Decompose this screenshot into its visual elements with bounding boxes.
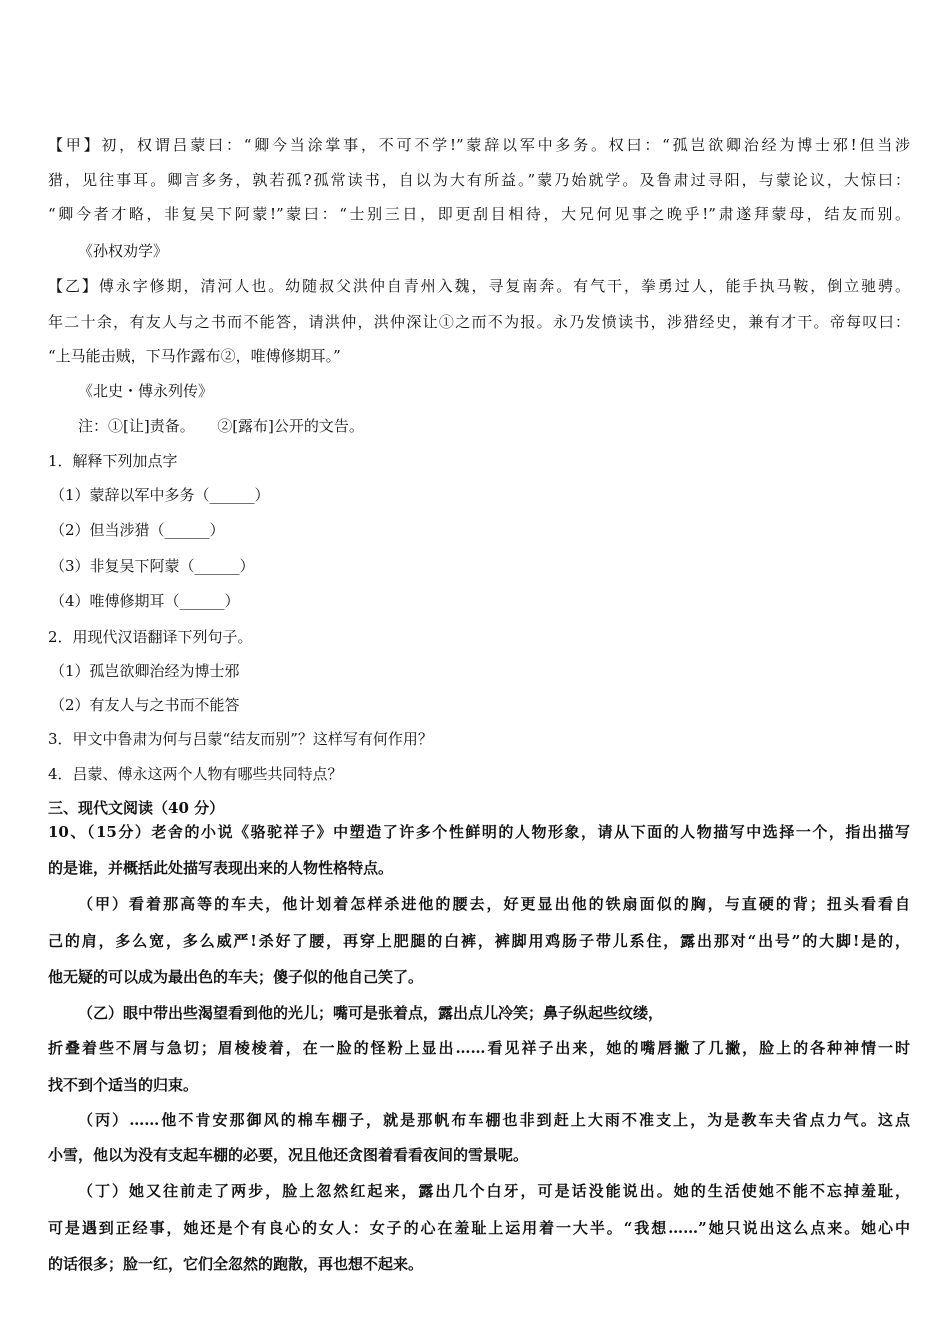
passage-yi-note: 注：①[让]责备。 ②[露布]公开的文告。: [78, 417, 364, 435]
passage-jia-source: 《孙权劝学》: [78, 242, 169, 260]
excerpt-ding-line-1: （丁）她又往前走了两步，脸上忽然红起来，露出几个白牙，可是话没能说出。她的生活使她不能不忘掉羞耻，: [78, 1182, 910, 1200]
excerpt-ding-line-2: 可是遇到正经事，她还是个有良心的女人：女子的心在羞耻上运用着一大半。“我想……”她只说出这么点来。她心中: [48, 1219, 910, 1237]
question-1-item-4: （4）唯傅修期耳（______）: [50, 592, 240, 610]
passage-jia-line-2: 猎，见往事耳。卿言多务，孰若孤?孤常读书，自以为大有所益。”蒙乃始就学。及鲁肃过寻阳，与蒙论议，大惊曰：: [48, 171, 910, 189]
excerpt-bing-line-1: （丙）……他不肯安那御风的棉车棚子，就是那帆布车棚也非到赶上大雨不准支上，为是教车夫省点力气。这点: [78, 1111, 910, 1129]
question-2: 2．用现代汉语翻译下列句子。: [48, 628, 253, 646]
section-3-title: 三、现代文阅读（40 分）: [48, 799, 225, 817]
excerpt-ding-line-3: 的话很多；脸一红，它们全忽然的跑散，再也想不起来。: [48, 1255, 424, 1273]
passage-yi-line-1: 【乙】傅永字修期，清河人也。幼随叔父洪仲自青州入魏，寻复南奔。有气干，拳勇过人，能手执马鞍，倒立驰骋。: [48, 277, 910, 295]
question-2-item-1: （1）孤岂欲卿治经为博士邪: [50, 662, 240, 680]
excerpt-yi-line-3: 找不到个适当的归束。: [48, 1076, 199, 1094]
question-1-item-2: （2）但当涉猎（______）: [50, 521, 225, 539]
question-2-item-2: （2）有友人与之书而不能答: [50, 696, 240, 714]
question-10-line-1: 10、（15分）老舍的小说《骆驼祥子》中塑造了许多个性鲜明的人物形象，请从下面的人物描写中选择一个，指出描写: [48, 823, 910, 841]
passage-yi-line-3: “上马能击贼，下马作露布②，唯傅修期耳。”: [48, 347, 341, 365]
question-1-item-1: （1）蒙辞以军中多务（______）: [50, 486, 270, 504]
excerpt-yi-line-2: 折叠着些不屑与急切；眉棱棱着，在一脸的怪粉上显出……看见祥子出来，她的嘴唇撇了几撇，脸上的各种神情一时: [48, 1039, 910, 1057]
question-1-item-3: （3）非复吴下阿蒙（______）: [50, 557, 255, 575]
question-4: 4．吕蒙、傅永这两个人物有哪些共同特点？: [48, 765, 343, 783]
excerpt-jia-line-3: 他无疑的可以成为最出色的车夫；傻子似的他自己笑了。: [48, 968, 424, 986]
passage-yi-line-2: 年二十余，有友人与之书而不能答，请洪仲，洪仲深让①之而不为报。永乃发愤读书，涉猎经史，兼有才干。帝每叹曰：: [48, 313, 910, 331]
passage-jia-line-3: “卿今者才略，非复吴下阿蒙!”蒙曰：“士别三日，即更刮目相待，大兄何见事之晚乎!”肃遂拜蒙母，结友而别。: [48, 205, 910, 223]
passage-jia-line-1: 【甲】初，权谓吕蒙曰：“卿今当涂掌事，不可不学!”蒙辞以军中多务。权曰：“孤岂欲卿治经为博士邪!但当涉: [48, 136, 910, 154]
question-10-line-2: 的是谁，并概括此处描写表现出来的人物性格特点。: [48, 859, 394, 877]
question-1: 1．解释下列加点字: [48, 452, 178, 470]
excerpt-bing-line-2: 小雪，他以为没有支起车棚的必要，况且他还贪图着看看夜间的雪景呢。: [48, 1146, 529, 1164]
question-3: 3．甲文中鲁肃为何与吕蒙“结友而别”？这样写有何作用？: [48, 730, 433, 748]
passage-yi-source: 《北史・傅永列传》: [78, 382, 214, 400]
excerpt-jia-line-2: 己的肩，多么宽，多么威严!杀好了腰，再穿上肥腿的白裤，裤脚用鸡肠子带儿系住，露出那对“出号”的大脚!是的，: [48, 932, 910, 950]
excerpt-yi-line-1: （乙）眼中带出些渴望看到他的光儿；嘴可是张着点，露出点儿冷笑；鼻子纵起些纹缕，: [78, 1004, 664, 1022]
excerpt-jia-line-1: （甲）看着那高等的车夫，他计划着怎样杀进他的腰去，好更显出他的铁扇面似的胸，与直硬的背；扭头看看自: [78, 895, 910, 913]
